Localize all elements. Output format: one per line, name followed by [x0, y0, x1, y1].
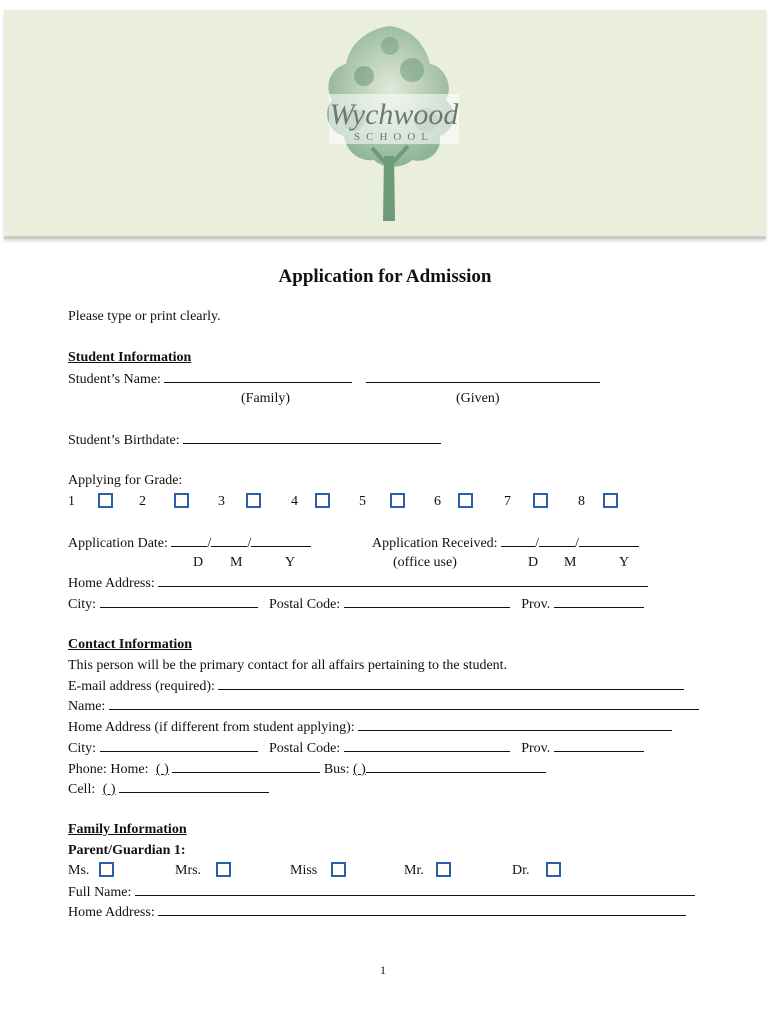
- birthdate-label: Student’s Birthdate:: [68, 433, 180, 448]
- contact-info-heading: Contact Information: [68, 637, 193, 652]
- city-field[interactable]: [100, 595, 258, 608]
- family-caption: (Family): [241, 391, 290, 406]
- contact-city-row: [68, 739, 644, 758]
- dmy-caption: M: [564, 555, 577, 570]
- prov-field[interactable]: [554, 595, 644, 608]
- grade-5-checkbox[interactable]: [390, 493, 405, 508]
- grade-number: 7: [504, 494, 511, 509]
- logo-wordmark: Wychwood: [329, 98, 459, 131]
- contact-address-label: Home Address (if different from student applying):: [68, 720, 355, 735]
- page-number: 1: [380, 963, 386, 977]
- title-mr-checkbox[interactable]: [436, 862, 451, 877]
- grade-6-checkbox[interactable]: [458, 493, 473, 508]
- student-name-label: Student’s Name:: [68, 372, 161, 387]
- dmy-caption: M: [230, 555, 243, 570]
- recv-day-field[interactable]: [501, 534, 535, 547]
- contact-address-row: [68, 718, 672, 737]
- student-city-row: [68, 595, 644, 614]
- grade-number: 2: [139, 494, 146, 509]
- grade-number: 6: [434, 494, 441, 509]
- received-label: Application Received:: [372, 536, 498, 551]
- title-dr-checkbox[interactable]: [546, 862, 561, 877]
- contact-name-label: Name:: [68, 699, 106, 714]
- given-caption: (Given): [456, 391, 500, 406]
- email-field[interactable]: [218, 677, 684, 690]
- bus-phone-field[interactable]: [366, 760, 546, 773]
- grade-7-checkbox[interactable]: [533, 493, 548, 508]
- city-label: City:: [68, 741, 97, 756]
- cell-row: [68, 780, 269, 799]
- student-info-heading: Student Information: [68, 350, 192, 365]
- title-option-label: Ms.: [68, 863, 90, 878]
- family-name-field[interactable]: [164, 370, 352, 383]
- wychwood-logo: [294, 16, 484, 231]
- contact-prov-field[interactable]: [554, 739, 644, 752]
- grade-8-checkbox[interactable]: [603, 493, 618, 508]
- family-info-heading: Family Information: [68, 822, 187, 837]
- postal-code-label: Postal Code:: [269, 741, 341, 756]
- grade-2-checkbox[interactable]: [174, 493, 189, 508]
- phone-row: [68, 760, 546, 779]
- title-option-label: Mr.: [404, 863, 424, 878]
- tree-logo-icon: [294, 16, 484, 231]
- postal-code-field[interactable]: [344, 595, 510, 608]
- guardian-address-row: [68, 903, 686, 922]
- received-date-row: [372, 534, 639, 553]
- guardian-1-heading: Parent/Guardian 1:: [68, 843, 186, 858]
- grade-3-checkbox[interactable]: [246, 493, 261, 508]
- full-name-field[interactable]: [135, 883, 695, 896]
- given-name-field[interactable]: [366, 370, 600, 383]
- home-area-code-field[interactable]: ( ): [156, 762, 169, 777]
- prov-label: Prov.: [521, 597, 551, 612]
- logo-subtitle: SCHOOL: [353, 131, 435, 143]
- grade-number: 4: [291, 494, 298, 509]
- guardian-address-field[interactable]: [158, 903, 686, 916]
- contact-note: This person will be the primary contact for all affairs pertaining to the student.: [68, 658, 508, 673]
- title-option-label: Mrs.: [175, 863, 202, 878]
- cell-phone-field[interactable]: [119, 780, 269, 793]
- dmy-caption: D: [528, 555, 539, 570]
- grade-number: 8: [578, 494, 585, 509]
- office-use-caption: (office use): [393, 555, 457, 570]
- title-option-label: Dr.: [512, 863, 530, 878]
- grade-number: 5: [359, 494, 366, 509]
- home-address-field[interactable]: [158, 574, 648, 587]
- grade-label: Applying for Grade:: [68, 473, 183, 488]
- app-day-field[interactable]: [171, 534, 207, 547]
- home-address-label: Home Address:: [68, 576, 155, 591]
- postal-code-label: Postal Code:: [269, 597, 341, 612]
- contact-address-field[interactable]: [358, 718, 672, 731]
- home-address-label: Home Address:: [68, 905, 155, 920]
- phone-home-label: Phone: Home:: [68, 762, 149, 777]
- home-phone-field[interactable]: [172, 760, 320, 773]
- grade-1-checkbox[interactable]: [98, 493, 113, 508]
- recv-year-field[interactable]: [579, 534, 639, 547]
- contact-city-field[interactable]: [100, 739, 258, 752]
- header-banner: [4, 10, 766, 239]
- date-separator: /: [574, 536, 579, 551]
- prov-label: Prov.: [521, 741, 551, 756]
- cell-label: Cell:: [68, 782, 96, 797]
- date-separator: /: [247, 536, 252, 551]
- grade-number: 1: [68, 494, 75, 509]
- city-label: City:: [68, 597, 97, 612]
- bus-label: Bus:: [323, 762, 350, 777]
- title-miss-checkbox[interactable]: [331, 862, 346, 877]
- app-month-field[interactable]: [211, 534, 247, 547]
- birthdate-field[interactable]: [183, 431, 441, 444]
- contact-name-field[interactable]: [109, 697, 699, 710]
- student-address-row: [68, 574, 648, 593]
- full-name-label: Full Name:: [68, 885, 132, 900]
- email-label: E-mail address (required):: [68, 679, 215, 694]
- grade-number: 3: [218, 494, 225, 509]
- title-mrs-checkbox[interactable]: [216, 862, 231, 877]
- cell-area-code-field[interactable]: ( ): [102, 782, 116, 797]
- title-option-label: Miss: [290, 863, 318, 878]
- email-row: [68, 677, 684, 696]
- contact-postal-field[interactable]: [344, 739, 510, 752]
- date-separator: /: [535, 536, 539, 551]
- instructions: Please type or print clearly.: [68, 309, 221, 324]
- title-ms-checkbox[interactable]: [99, 862, 114, 877]
- application-date-row: [68, 534, 311, 553]
- full-name-row: [68, 883, 695, 902]
- birthdate-row: [68, 431, 441, 450]
- dmy-caption: Y: [285, 555, 296, 570]
- page-title: Application for Admission: [278, 266, 492, 287]
- bus-area-code-field[interactable]: ( ): [353, 762, 366, 777]
- date-separator: /: [207, 536, 212, 551]
- contact-name-row: [68, 697, 699, 716]
- student-name-row: [68, 370, 600, 389]
- app-year-field[interactable]: [251, 534, 311, 547]
- recv-month-field[interactable]: [539, 534, 575, 547]
- dmy-caption: Y: [619, 555, 630, 570]
- dmy-caption: D: [193, 555, 204, 570]
- application-date-label: Application Date:: [68, 536, 168, 551]
- grade-4-checkbox[interactable]: [315, 493, 330, 508]
